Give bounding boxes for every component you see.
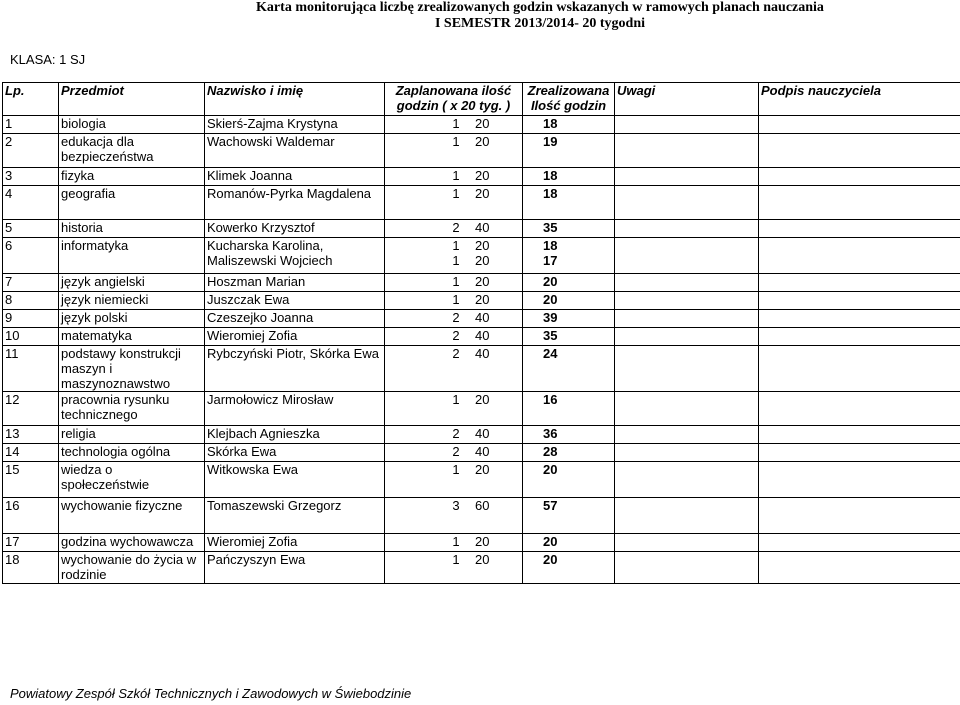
row-teacher: Skórka Ewa bbox=[205, 444, 385, 462]
hours-table bbox=[2, 82, 960, 584]
row-done: 28 bbox=[523, 444, 615, 462]
table-row bbox=[3, 274, 960, 292]
row-subject: fizyka bbox=[59, 168, 205, 186]
row-teacher: Witkowska Ewa bbox=[205, 462, 385, 498]
row-notes bbox=[615, 220, 759, 238]
row-signature bbox=[759, 462, 960, 498]
table-row bbox=[3, 392, 960, 426]
row-done: 18 bbox=[523, 186, 615, 220]
school-footer: Powiatowy Zespół Szkół Technicznych i Zawodowych w Świebodzinie bbox=[10, 686, 412, 701]
class-label: KLASA: 1 SJ bbox=[10, 52, 86, 67]
row-teacher: Pańczyszyn Ewa bbox=[205, 552, 385, 584]
row-planned: 2 40 bbox=[385, 220, 523, 238]
table-row bbox=[3, 444, 960, 462]
row-teacher: Rybczyński Piotr, Skórka Ewa bbox=[205, 346, 385, 392]
row-subject: technologia ogólna bbox=[59, 444, 205, 462]
row-subject: język niemiecki bbox=[59, 292, 205, 310]
row-subject: język angielski bbox=[59, 274, 205, 292]
row-notes bbox=[615, 186, 759, 220]
table-header-row bbox=[3, 83, 960, 116]
row-planned: 2 40 bbox=[385, 310, 523, 328]
row-signature bbox=[759, 238, 960, 274]
row-done: 57 bbox=[523, 498, 615, 534]
row-planned: 1 20 bbox=[385, 462, 523, 498]
row-subject: biologia bbox=[59, 116, 205, 134]
row-subject: edukacja dla bezpieczeństwa bbox=[59, 134, 205, 168]
table-row bbox=[3, 134, 960, 168]
row-done: 20 bbox=[523, 292, 615, 310]
row-notes bbox=[615, 238, 759, 274]
row-notes bbox=[615, 310, 759, 328]
row-done: 20 bbox=[523, 462, 615, 498]
table-row bbox=[3, 168, 960, 186]
row-signature bbox=[759, 534, 960, 552]
row-done: 20 bbox=[523, 552, 615, 584]
row-subject: religia bbox=[59, 426, 205, 444]
row-lp: 2 bbox=[3, 134, 59, 168]
row-done: 20 bbox=[523, 534, 615, 552]
row-lp: 14 bbox=[3, 444, 59, 462]
row-done: 39 bbox=[523, 310, 615, 328]
table-body bbox=[3, 116, 960, 584]
row-signature bbox=[759, 134, 960, 168]
row-planned: 1 20 bbox=[385, 168, 523, 186]
table-row bbox=[3, 328, 960, 346]
col-header-notes: Uwagi bbox=[615, 83, 759, 116]
row-signature bbox=[759, 186, 960, 220]
row-lp: 17 bbox=[3, 534, 59, 552]
row-notes bbox=[615, 462, 759, 498]
col-header-teacher: Nazwisko i imię bbox=[205, 83, 385, 116]
row-signature bbox=[759, 392, 960, 426]
row-teacher: Wachowski Waldemar bbox=[205, 134, 385, 168]
row-notes bbox=[615, 292, 759, 310]
row-planned: 1 20 bbox=[385, 134, 523, 168]
table-row bbox=[3, 238, 960, 274]
row-planned: 1 20 bbox=[385, 534, 523, 552]
row-done: 20 bbox=[523, 274, 615, 292]
row-signature bbox=[759, 168, 960, 186]
row-subject: wychowanie do życia w rodzinie bbox=[59, 552, 205, 584]
row-done: 18 17 bbox=[523, 238, 615, 274]
row-notes bbox=[615, 346, 759, 392]
row-lp: 8 bbox=[3, 292, 59, 310]
row-done: 24 bbox=[523, 346, 615, 392]
row-signature bbox=[759, 328, 960, 346]
row-teacher: Czeszejko Joanna bbox=[205, 310, 385, 328]
document-subtitle: I SEMESTR 2013/2014- 20 tygodni bbox=[434, 16, 646, 31]
row-subject: wychowanie fizyczne bbox=[59, 498, 205, 534]
row-notes bbox=[615, 552, 759, 584]
row-lp: 18 bbox=[3, 552, 59, 584]
row-notes bbox=[615, 274, 759, 292]
table-row bbox=[3, 220, 960, 238]
row-notes bbox=[615, 116, 759, 134]
table-row bbox=[3, 552, 960, 584]
row-lp: 3 bbox=[3, 168, 59, 186]
row-teacher: Klimek Joanna bbox=[205, 168, 385, 186]
col-header-done: Zrealizowana Ilość godzin bbox=[523, 83, 615, 116]
row-done: 18 bbox=[523, 168, 615, 186]
table-row bbox=[3, 346, 960, 392]
table-row bbox=[3, 462, 960, 498]
row-teacher: Kowerko Krzysztof bbox=[205, 220, 385, 238]
row-notes bbox=[615, 498, 759, 534]
row-done: 35 bbox=[523, 220, 615, 238]
row-notes bbox=[615, 328, 759, 346]
row-lp: 13 bbox=[3, 426, 59, 444]
row-teacher: Jarmołowicz Mirosław bbox=[205, 392, 385, 426]
row-signature bbox=[759, 552, 960, 584]
row-subject: język polski bbox=[59, 310, 205, 328]
row-done: 19 bbox=[523, 134, 615, 168]
row-teacher: Juszczak Ewa bbox=[205, 292, 385, 310]
row-lp: 6 bbox=[3, 238, 59, 274]
document-title: Karta monitorująca liczbę zrealizowanych godzin wskazanych w ramowych planach nauczania bbox=[256, 0, 824, 15]
row-subject: historia bbox=[59, 220, 205, 238]
row-teacher: Romanów-Pyrka Magdalena bbox=[205, 186, 385, 220]
row-planned: 1 20 bbox=[385, 274, 523, 292]
row-teacher: Skierś-Zajma Krystyna bbox=[205, 116, 385, 134]
table-row bbox=[3, 498, 960, 534]
row-lp: 11 bbox=[3, 346, 59, 392]
row-planned: 1 20 bbox=[385, 116, 523, 134]
row-lp: 12 bbox=[3, 392, 59, 426]
row-subject: geografia bbox=[59, 186, 205, 220]
row-signature bbox=[759, 444, 960, 462]
row-planned: 2 40 bbox=[385, 346, 523, 392]
row-planned: 1 20 1 20 bbox=[385, 238, 523, 274]
col-header-planned: Zaplanowana ilość godzin ( x 20 tyg. ) bbox=[385, 83, 523, 116]
row-lp: 1 bbox=[3, 116, 59, 134]
row-signature bbox=[759, 116, 960, 134]
table-row bbox=[3, 116, 960, 134]
row-signature bbox=[759, 346, 960, 392]
row-done: 16 bbox=[523, 392, 615, 426]
row-subject: godzina wychowawcza bbox=[59, 534, 205, 552]
row-signature bbox=[759, 426, 960, 444]
row-notes bbox=[615, 426, 759, 444]
table-row bbox=[3, 310, 960, 328]
table-row bbox=[3, 186, 960, 220]
row-signature bbox=[759, 498, 960, 534]
row-signature bbox=[759, 292, 960, 310]
row-notes bbox=[615, 534, 759, 552]
table-row bbox=[3, 426, 960, 444]
row-lp: 4 bbox=[3, 186, 59, 220]
row-teacher: Tomaszewski Grzegorz bbox=[205, 498, 385, 534]
row-signature bbox=[759, 274, 960, 292]
row-lp: 9 bbox=[3, 310, 59, 328]
row-notes bbox=[615, 168, 759, 186]
row-signature bbox=[759, 220, 960, 238]
col-header-subject: Przedmiot bbox=[59, 83, 205, 116]
row-planned: 1 20 bbox=[385, 292, 523, 310]
row-planned: 1 20 bbox=[385, 552, 523, 584]
table-row bbox=[3, 292, 960, 310]
row-done: 36 bbox=[523, 426, 615, 444]
row-teacher: Kucharska Karolina, Maliszewski Wojciech bbox=[205, 238, 385, 274]
table-row bbox=[3, 534, 960, 552]
row-planned: 3 60 bbox=[385, 498, 523, 534]
row-lp: 15 bbox=[3, 462, 59, 498]
row-lp: 10 bbox=[3, 328, 59, 346]
row-done: 18 bbox=[523, 116, 615, 134]
row-teacher: Wieromiej Zofia bbox=[205, 328, 385, 346]
row-subject: informatyka bbox=[59, 238, 205, 274]
row-notes bbox=[615, 444, 759, 462]
row-teacher: Wieromiej Zofia bbox=[205, 534, 385, 552]
row-subject: matematyka bbox=[59, 328, 205, 346]
col-header-signature: Podpis nauczyciela bbox=[759, 83, 960, 116]
row-subject: pracownia rysunku technicznego bbox=[59, 392, 205, 426]
row-done: 35 bbox=[523, 328, 615, 346]
row-planned: 2 40 bbox=[385, 444, 523, 462]
row-lp: 5 bbox=[3, 220, 59, 238]
row-lp: 7 bbox=[3, 274, 59, 292]
row-subject: podstawy konstrukcji maszyn i maszynoznawstwo bbox=[59, 346, 205, 392]
row-lp: 16 bbox=[3, 498, 59, 534]
row-planned: 2 40 bbox=[385, 426, 523, 444]
col-header-lp: Lp. bbox=[3, 83, 59, 116]
row-planned: 1 20 bbox=[385, 392, 523, 426]
row-notes bbox=[615, 392, 759, 426]
row-subject: wiedza o społeczeństwie bbox=[59, 462, 205, 498]
row-notes bbox=[615, 134, 759, 168]
row-signature bbox=[759, 310, 960, 328]
row-teacher: Hoszman Marian bbox=[205, 274, 385, 292]
row-teacher: Klejbach Agnieszka bbox=[205, 426, 385, 444]
row-planned: 1 20 bbox=[385, 186, 523, 220]
row-planned: 2 40 bbox=[385, 328, 523, 346]
